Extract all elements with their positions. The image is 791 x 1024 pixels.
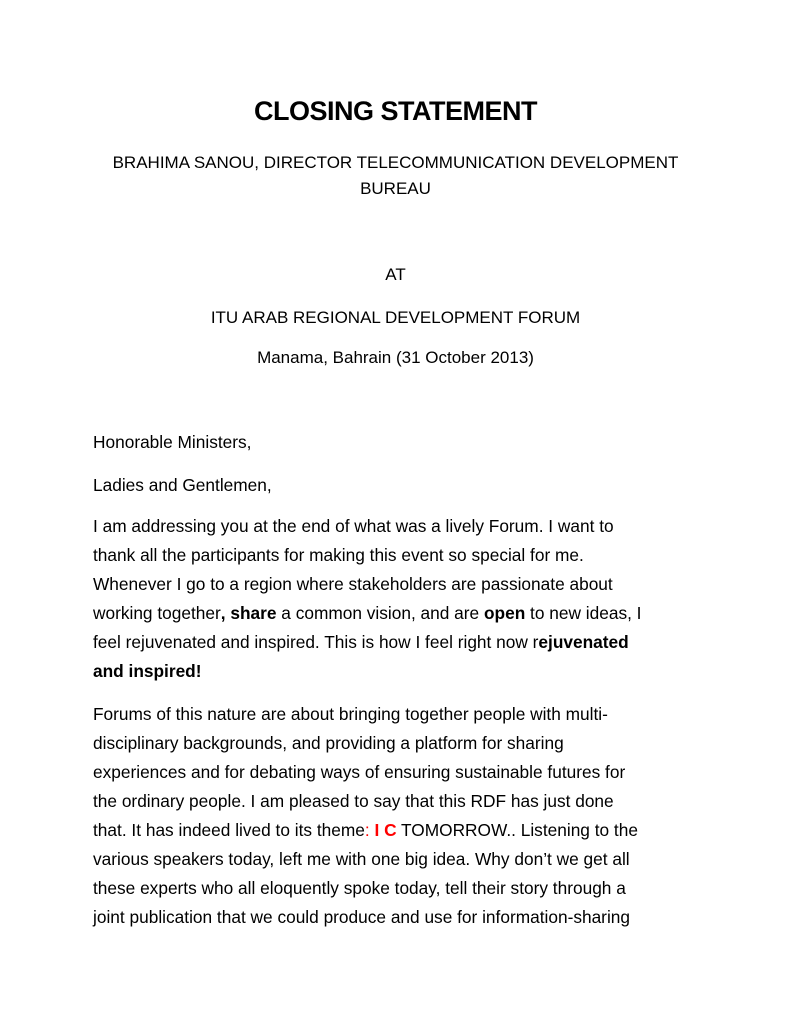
text-run: feel rejuvenated and inspired. This is how I feel right now r [93, 632, 539, 652]
text-run: to new ideas, I [525, 603, 642, 623]
paragraph-1-line: thank all the participants for making this event so special for me. [93, 545, 584, 565]
author-line: BRAHIMA SANOU, DIRECTOR TELECOMMUNICATION DEVELOPMENT BUREAU [112, 153, 679, 198]
bold-text-rejuvenated: ejuvenated [538, 632, 629, 652]
bold-text-open: open [483, 603, 526, 623]
paragraph-2-line: the ordinary people. I am pleased to say that this RDF has just done [93, 791, 614, 811]
place-date: Manama, Bahrain (31 October 2013) [257, 348, 534, 367]
red-colon: : [364, 820, 375, 840]
paragraph-2-line: experiences and for debating ways of ensuring sustainable futures for [93, 762, 626, 782]
paragraph-2-line [93, 816, 703, 845]
document-title: CLOSING STATEMENT [254, 96, 537, 126]
event-name: ITU ARAB REGIONAL DEVELOPMENT FORUM [210, 308, 581, 327]
paragraph-1-line: Whenever I go to a region where stakeholders are passionate about [93, 574, 613, 594]
bold-text-inspired: and inspired! [93, 661, 202, 681]
paragraph-2-line: joint publication that we could produce and use for information-sharing [93, 907, 631, 927]
text-run: that. It has indeed lived to its theme [93, 820, 365, 840]
paragraph-2-line: various speakers today, left me with one big idea. Why don’t we get all [93, 849, 630, 869]
text-run: working together [93, 603, 221, 623]
paragraph-2-line: these experts who all eloquently spoke today, tell their story through a [93, 878, 626, 898]
bold-text-share: , share [220, 603, 277, 623]
paragraph-2-line: disciplinary backgrounds, and providing a platform for sharing [93, 733, 564, 753]
theme-highlight: I C [374, 820, 397, 840]
paragraph-2-line: Forums of this nature are about bringing together people with multi- [93, 704, 608, 724]
at-line: AT [385, 265, 406, 284]
paragraph-2 [93, 700, 703, 932]
salutation-ladies-gentlemen: Ladies and Gentlemen, [93, 475, 272, 495]
salutation-ministers: Honorable Ministers, [93, 432, 252, 452]
paragraph-1 [93, 512, 703, 686]
text-run: TOMORROW.. Listening to the [396, 820, 638, 840]
paragraph-1-line: I am addressing you at the end of what was a lively Forum. I want to [93, 516, 614, 536]
paragraph-1-line [93, 599, 703, 628]
paragraph-1-line [93, 628, 703, 657]
text-run: a common vision, and are [276, 603, 484, 623]
